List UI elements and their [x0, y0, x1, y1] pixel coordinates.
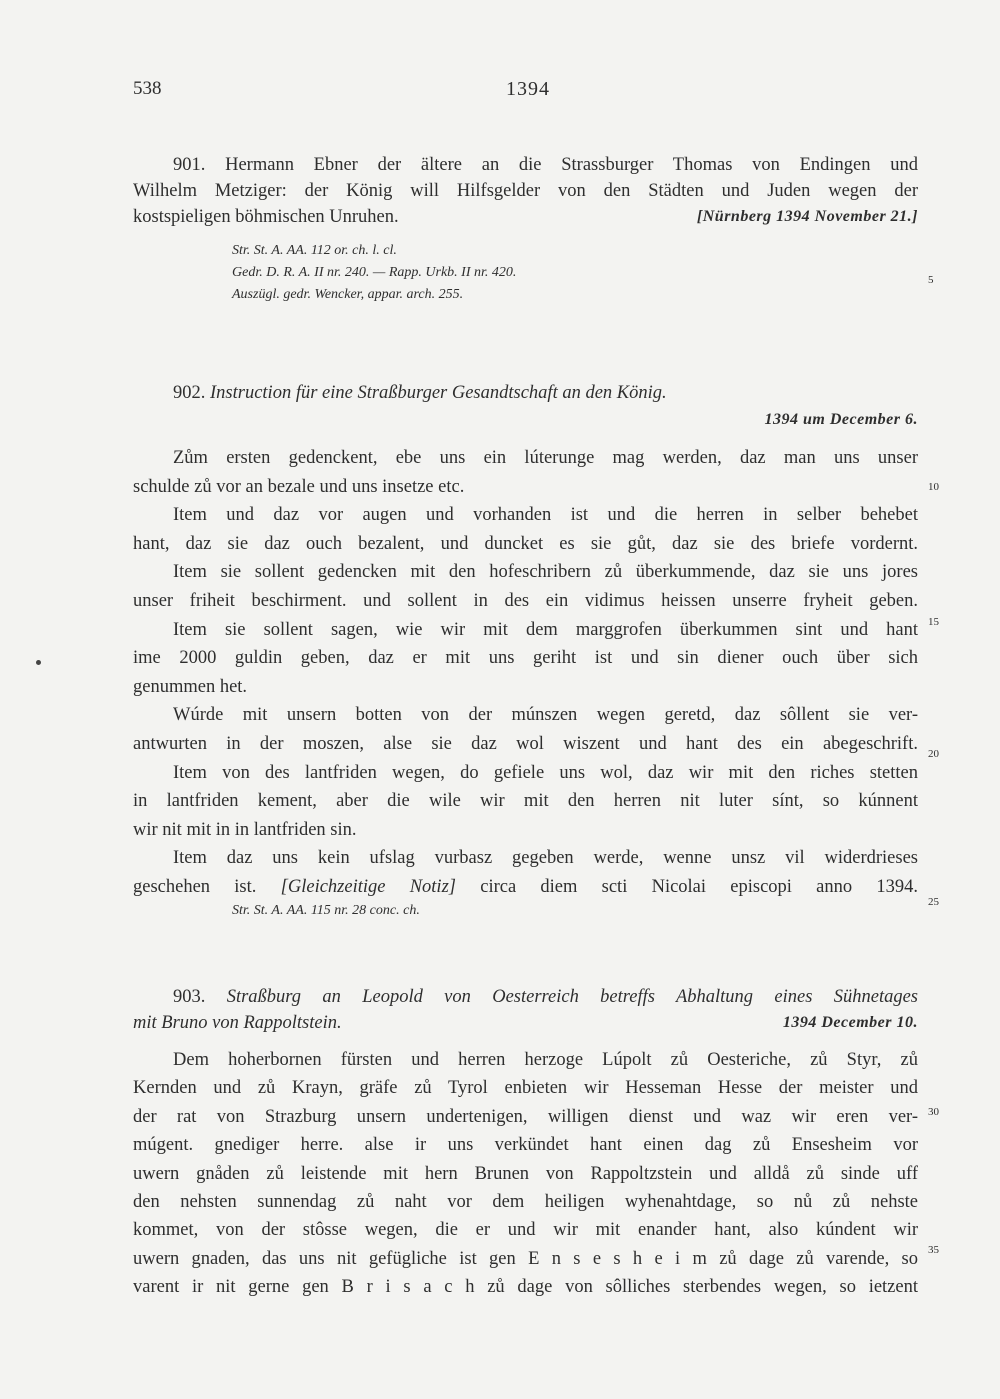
margin-line-number: 5: [928, 274, 934, 286]
entry-903-line: Dem hoherbornen fürsten und herren herzoge Lúpolt zů Oesteriche, zů Styr, zů: [173, 1050, 918, 1070]
margin-line-number: 25: [928, 896, 939, 908]
entry-902-line-final: [133, 873, 918, 902]
entry-903: [133, 984, 918, 1036]
entry-902-title: Instruction für eine Straßburger Gesandtschaft an den König.: [210, 383, 667, 403]
entry-902-line: Wúrde mit unsern botten von der múnszen wegen geretd, daz sôllent sie ver-: [173, 705, 918, 726]
margin-line-number: 20: [928, 748, 939, 760]
entry-902-final-end: circa diem scti Nicolai episcopi anno 1394.: [480, 876, 918, 897]
source-line: Gedr. D. R. A. II nr. 240. — Rapp. Urkb. II nr. 420.: [232, 265, 517, 280]
entry-903-heading-2: [133, 1010, 918, 1036]
entry-903-line: múgent. gnediger herre. alse ir uns verkündet hant einen dag zů Ensesheim vor: [133, 1135, 918, 1156]
entry-901-sources: [232, 240, 516, 306]
entry-903-body: [133, 1046, 918, 1302]
entry-903-date: 1394 December 10.: [782, 1014, 918, 1031]
entry-903-line: Kernden und zů Krayn, gräfe zů Tyrol enbieten wir Hesseman Hesse der meister und: [133, 1078, 918, 1099]
entry-902-line: hant, daz sie daz ouch bezalent, und duncket es sie gůt, daz sie des briefe vordernt.: [133, 533, 918, 554]
entry-903-line: der rat von Strazburg unsern undertenigen, willigen dienst und waz wir eren ver-: [133, 1106, 918, 1127]
entry-902-line: Item daz uns kein ufslag vurbasz gegeben werde, wenne unsz vil widerdrieses: [173, 848, 918, 869]
entry-902-date: 1394 um December 6.: [764, 411, 918, 428]
entry-902-heading: [133, 380, 918, 406]
source-line: Str. St. A. AA. 112 or. ch. l. cl.: [232, 243, 397, 258]
entry-902-line: genummen het.: [133, 676, 248, 697]
entry-903-title-1: Straßburg an Leopold von Oesterreich betreffs Abhaltung eines Sühnetages: [226, 987, 918, 1007]
entry-902-line: antwurten in der moszen, alse sie daz wol wiszent und hant des ein abegeschrift.: [133, 733, 918, 754]
entry-903-line: uwern gnåden zů leistende mit hern Brunen von Rappoltzstein und alldå zů sinde uff: [133, 1163, 918, 1184]
entry-902-final-start: geschehen ist.: [133, 876, 257, 897]
entry-903-heading: [133, 984, 918, 1010]
margin-line-number: 15: [928, 616, 939, 628]
source-line: Auszügl. gedr. Wencker, appar. arch. 255.: [232, 287, 464, 302]
entry-902-line: Item sie sollent sagen, wie wir mit dem marggrofen überkummen sint und hant: [173, 619, 918, 640]
entry-901-date: [Nürnberg 1394 November 21.]: [696, 208, 918, 225]
entry-901-line-last: [133, 204, 918, 230]
entry-901-line: Wilhelm Metziger: der König will Hilfsgelder von den Städten und Juden wegen der: [133, 181, 918, 201]
entry-902-sources: [232, 900, 420, 922]
entry-902-body: [133, 444, 918, 902]
margin-line-number: 10: [928, 481, 939, 493]
entry-903-number: 903.: [173, 987, 206, 1007]
entry-901-line: kostspieligen böhmischen Unruhen.: [133, 207, 399, 227]
entry-902-line: Item und daz vor augen und vorhanden ist und die herren in selber behebet: [173, 505, 918, 526]
entry-901-line: 901. Hermann Ebner der ältere an die Strassburger Thomas von Endingen und: [173, 155, 918, 175]
entry-902-line: in lantfriden kement, aber die wile wir mit den herren nit luter sínt, so kúnnent: [133, 791, 918, 812]
entry-902-date-line: [133, 406, 918, 433]
entry-902-line: ime 2000 guldin geben, daz er mit uns geriht ist und sin diener ouch über sich: [133, 648, 918, 669]
entry-902-line: wir nit mit in in lantfriden sin.: [133, 819, 357, 840]
source-line: Str. St. A. AA. 115 nr. 28 conc. ch.: [232, 903, 420, 918]
entry-903-line: uwern gnaden, das uns nit gefügliche ist gen E n s e s h e i m zů dage zů varende, so: [133, 1248, 918, 1269]
entry-902-line: unser friheit beschirment. und sollent in des ein vidimus heissen unserre fryheit geben.: [133, 590, 918, 611]
entry-903-line: kommet, von der stôsse wegen, die er und wir mit enander hant, also kúndent wir: [133, 1220, 918, 1241]
entry-903-title-2: mit Bruno von Rappoltstein.: [133, 1013, 342, 1033]
entry-902-line: Item sie sollent gedencken mit den hofeschribern zů überkummende, daz sie uns jores: [173, 562, 918, 583]
margin-line-number: 35: [928, 1244, 939, 1256]
page-header: [133, 78, 923, 108]
margin-speck: [36, 660, 41, 665]
entry-902-note: [Gleichzeitige Notiz]: [280, 876, 456, 897]
entry-903-line: den nehsten sunnendag zů naht vor dem heiligen wyhenahtdage, so nů zů nehste: [133, 1192, 918, 1213]
entry-902-line: schulde zů vor an bezale und uns insetze etc.: [133, 476, 465, 497]
entry-901: [133, 152, 918, 230]
entry-902-line: Zům ersten gedenckent, ebe uns ein lúterunge mag werden, daz man uns unser: [173, 448, 918, 468]
running-year: 1394: [506, 78, 550, 100]
entry-902-number: 902.: [173, 383, 206, 403]
entry-902-line: Item von des lantfriden wegen, do gefiele uns wol, daz wir mit den riches stetten: [173, 762, 918, 783]
page-number: 538: [133, 78, 162, 99]
margin-line-number: 30: [928, 1106, 939, 1118]
entry-903-line: varent ir nit gerne gen B r i s a c h zů dage von sôlliches sterbendes wegen, so ietzent: [133, 1277, 918, 1298]
entry-902: [133, 380, 918, 433]
